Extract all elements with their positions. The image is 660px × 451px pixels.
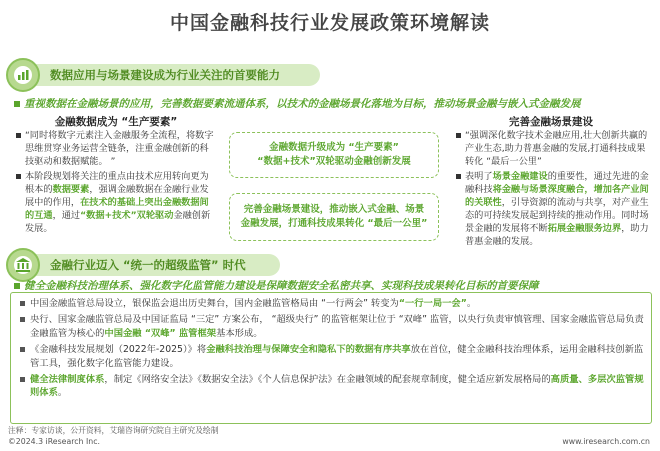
copyright: ©2024.3 iResearch Inc.	[8, 437, 100, 446]
section1-heading: 数据应用与场景建设成为行业关注的首要能力	[30, 64, 320, 86]
list-item: 中国金融监管总局设立，银保监会退出历史舞台，国内金融监管格局由 “一行两会” 转变为“一行一局一会”。	[20, 297, 646, 310]
section1-slogan: 重视数据在金融场景的应用，完善数据要素流通体系，以技术的金融场景化落地为目标，推动场景金融与嵌入式金融发展	[14, 96, 581, 111]
list-item: 健全法律制度体系，制定《网络安全法》《数据安全法》《个人信息保护法》在金融领域的配套规章制度，健全适应新发展格局的高质量、多层次监管规则体系。	[20, 373, 646, 400]
center-box-data-element: 金融数据升级成为 “生产要素” “数据+技术”双轮驱动金融创新发展	[229, 132, 439, 178]
left-description: 本阶段规划将关注的重点由技术应用转向更为根本的数据要素，强调金融数据在金融行业发展中的作用，在技术的基础上突出金融数据间的互通，通过“数据+技术”双轮驱动金融创新发展。	[16, 170, 216, 235]
regulation-list	[20, 297, 646, 403]
page-title: 中国金融科技行业发展政策环境解读	[169, 12, 490, 34]
data-application-icon	[6, 58, 40, 92]
regulation-building-icon	[6, 248, 40, 282]
center-box-scene-building: 完善金融场景建设，推动嵌入式金融、场景 金融发展，打通科技成果转化 “最后一公里”	[229, 193, 439, 241]
right-description: 表明了场景金融建设的重要性，通过先进的金融科技将金融与场景深度融合，增加各产业间的关联性，引导资源的流动与共享，对产业生态的可持续发展起到持续的推动作用。同时场景金融的发展将不断拓展金融服务边界，助力普惠金融的发展。	[456, 170, 650, 248]
section2-heading: 金融行业迈入 “统一的超级监管” 时代	[30, 254, 280, 276]
section2-slogan: 健全金融科技治理体系、强化数字化监管能力建设是保障数据安全私密共享、实现科技成果转化目标的首要保障	[14, 278, 539, 293]
website-link[interactable]: www.iresearch.com.cn	[562, 437, 650, 446]
left-column-heading: 金融数据成为 “生产要素”	[54, 116, 178, 128]
source-note: 注释：专家访谈，公开资料，艾瑞咨询研究院自主研究及绘制	[8, 426, 219, 435]
list-item: 《金融科技发展规划（2022年-2025）》将金融科技治理与保障安全和隐私下的数据有序共享放在首位，健全金融科技治理体系，运用金融科技创新监管工具，强化数字化监管能力建设。	[20, 343, 646, 370]
list-item: 央行、国家金融监管总局及中国证监局 “三定” 方案公布， “超级央行” 的监管框架让位于 “双峰” 监管，以央行负责审慎管理、国家金融监管总局负责金融监管为核心的中国金融 “双峰” 监管框架基本形成。	[20, 313, 646, 340]
left-column-text	[16, 129, 216, 235]
right-quote: “强调深化数字技术金融应用,壮大创新共赢的产业生态,助力普惠金融的发展,打通科技成果转化 “最后一公里”	[456, 129, 650, 168]
left-quote: “同时将数字元素注入金融服务全流程，将数字思维贯穿业务运营全链条，注重金融创新的科技驱动和数据赋能。 ”	[16, 129, 216, 168]
right-column-heading: 完善金融场景建设	[509, 116, 593, 128]
right-column-text	[456, 129, 650, 248]
